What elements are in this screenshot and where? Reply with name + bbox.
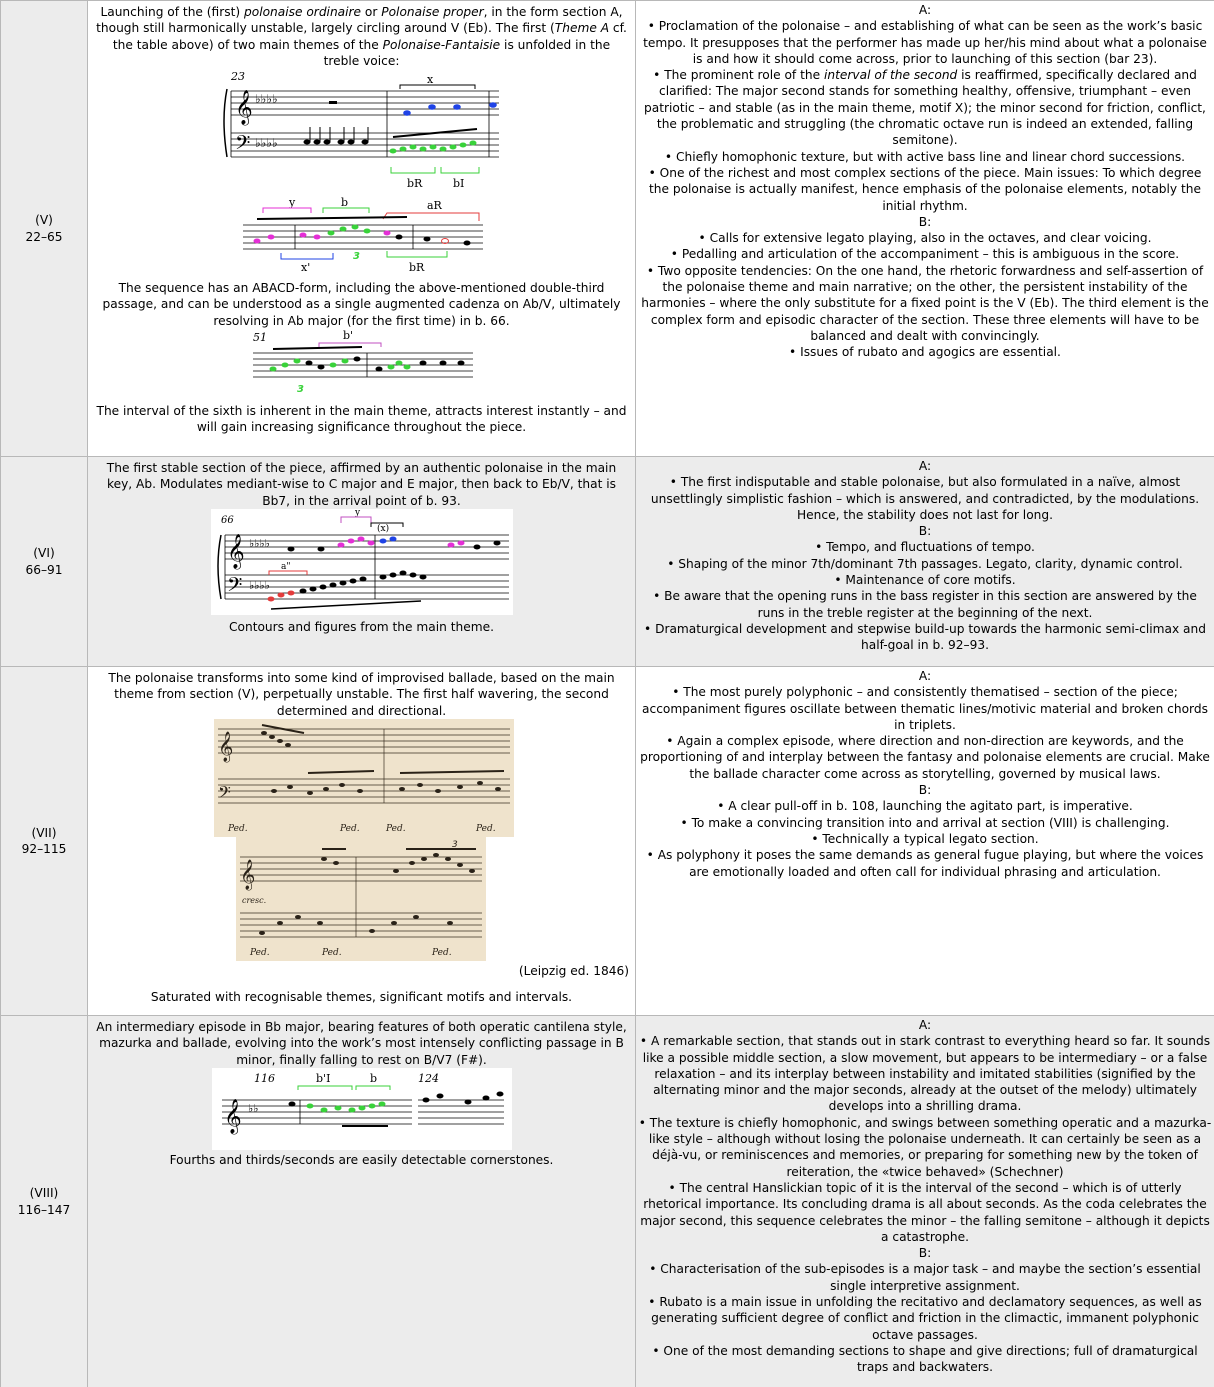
section-cell <box>1 1 88 457</box>
commentary-heading-b: B: <box>918 1246 932 1261</box>
svg-text:b': b' <box>342 329 353 343</box>
commentary-bullet: • A clear pull-off in b. 108, launching the agitato part, is imperative. <box>717 799 1133 814</box>
bar-number: 23 <box>230 70 245 84</box>
score-scan-1 <box>94 719 629 837</box>
svg-text:x': x' <box>300 261 310 275</box>
edition-caption: (Leipzig ed. 1846) <box>518 963 629 978</box>
flats-icon: ♭♭♭♭ <box>254 136 278 151</box>
flats-icon: ♭♭♭♭ <box>254 92 278 107</box>
commentary-heading-a: A: <box>918 459 932 473</box>
svg-text:Ped.: Ped. <box>228 823 248 834</box>
section-cell <box>1 1016 88 1387</box>
commentary-bullet: • Be aware that the opening runs in the bass register in this section are answered by the runs in the treble register at the beginning of the next. <box>653 589 1197 620</box>
commentary-bullet: • The texture is chiefly homophonic, and swings between something operatic and a mazurka-like style – although without losing the polonaise underneath. It can certainly be seen as a déjà-vu, or reminiscences and memories, or preparing for something new by the token of reiteration, the «twice behaved» (Schechner) <box>638 1115 1212 1179</box>
motif-label: x <box>426 73 433 87</box>
svg-text:y: y <box>288 197 295 210</box>
svg-text:𝄢: 𝄢 <box>218 781 231 806</box>
commentary-heading-b: B: <box>918 214 932 229</box>
svg-text:3: 3 <box>352 251 360 263</box>
commentary-bullet: • The prominent role of the interval of the second is reaffirmed, specifically declared and clarified: The major second stands for something healthy, offensive, triumphant – even patriotic – and stable (as in the main theme, motif X); the minor second for friction, conflict, the problematic and struggling (the chromatic octave run is indeed an extended, falling semitone). <box>644 68 1206 148</box>
section-description: Launching of the (first) polonaise ordinaire or Polonaise proper, in the form section A, though still harmonically unstable, largely circling around V (Eb). The first (Theme A cf. the table above) of two main themes of the Polonaise-Fantaisie is unfolded in the treble voice: <box>96 5 627 68</box>
section-cell <box>1 667 88 1016</box>
commentary-bullet: • To make a convincing transition into and arrival at section (VIII) is challenging. <box>680 815 1170 830</box>
commentary-heading-a: A: <box>918 3 932 17</box>
row-section-viii <box>1 1016 1214 1387</box>
section-bars: 22–65 <box>25 229 63 244</box>
commentary-bullet: • Issues of rubato and agogics are essential. <box>789 345 1061 360</box>
section-number: (V) <box>35 213 53 228</box>
svg-text:51: 51 <box>252 331 267 345</box>
commentary-bullet: • A remarkable section, that stands out in stark contrast to everything heard so far. It sounds like a possible middle section, a slow movement, but appears to be intermediary – or a false relaxation – and its interplay between instability and imitated stabilities (signified by the alternating minor and the major seconds, already at the outset of the melody) ultimately develops into a shrilling drama. <box>639 1034 1211 1114</box>
commentary-cell <box>636 457 1214 667</box>
svg-text:y: y <box>354 508 360 518</box>
bass-clef-icon: 𝄢 <box>234 131 250 160</box>
description-cell <box>88 1 636 457</box>
score-excerpt-bar-116 <box>94 1068 629 1150</box>
svg-text:Ped.: Ped. <box>432 947 452 958</box>
commentary-heading-a: A: <box>918 1018 932 1032</box>
section-number: (VI) <box>33 546 55 561</box>
svg-text:aR: aR <box>426 199 442 213</box>
svg-text:Ped.: Ped. <box>322 947 342 958</box>
svg-text:a": a" <box>280 561 291 572</box>
commentary-bullet: • One of the most demanding sections to shape and give directions; full of dramaturgical traps and backwaters. <box>652 1343 1198 1375</box>
commentary-bullet: • Maintenance of core motifs. <box>834 573 1016 588</box>
section-cell <box>1 457 88 667</box>
commentary-bullet: • As polyphony it poses the same demands as general fugue playing, but where the voices are emotionally loaded and often call for individual phrasing and articulation. <box>646 848 1204 879</box>
description-cell <box>88 457 636 667</box>
commentary-heading-b: B: <box>918 783 932 798</box>
commentary-bullet: • Again a complex episode, where direction and non-direction are keywords, and the proportioning of and interplay between the fantasy and polonaise elements are crucial. Make the ballade character come across as storytelling, governed by musical laws. <box>640 734 1210 781</box>
svg-text:b: b <box>369 1071 377 1085</box>
commentary-cell <box>636 1016 1214 1387</box>
section-number: (VII) <box>31 825 57 840</box>
svg-text:Ped.: Ped. <box>386 823 406 834</box>
svg-text:♭♭♭♭: ♭♭♭♭ <box>248 578 270 592</box>
description-cell <box>88 1016 636 1387</box>
brace-icon <box>224 89 227 157</box>
score-scan-2 <box>94 837 629 961</box>
svg-text:cresc.: cresc. <box>242 895 267 905</box>
svg-text:♭♭: ♭♭ <box>247 1101 258 1115</box>
motif-label: bI <box>452 177 464 191</box>
rest-icon <box>329 101 337 104</box>
svg-text:𝄞: 𝄞 <box>218 731 234 762</box>
section-bars: 92–115 <box>21 842 67 856</box>
section-bars: 116–147 <box>17 1202 71 1217</box>
commentary-heading-a: A: <box>918 669 932 683</box>
svg-text:𝄞: 𝄞 <box>223 1098 242 1134</box>
commentary-bullet: • Characterisation of the sub-episodes is a major task – and maybe the section’s essential single interpretive assignment. <box>649 1262 1201 1293</box>
motif-label: bR <box>406 177 422 191</box>
section-footer-note: Contours and figures from the main theme. <box>229 619 494 634</box>
svg-text:3: 3 <box>296 384 304 396</box>
svg-text:bR: bR <box>408 261 424 275</box>
commentary-bullet: • Two opposite tendencies: On the one hand, the rhetoric forwardness and self-assertion of the polonaise theme and main narrative; on the other, the persistent instability of the harmonies – where the only substitute for a fixed point is the V (Eb). The third element is the complex form and episodic character of the section. These three elements will have to be balanced and dealt with convincingly. <box>641 263 1209 343</box>
commentary-bullet: • Chiefly homophonic texture, but with active bass line and linear chord successions. <box>664 149 1186 164</box>
section-footer-note: Fourths and thirds/seconds are easily detectable cornerstones. <box>169 1152 554 1167</box>
description-cell <box>88 667 636 1016</box>
score-excerpt-bar-51 <box>94 329 629 397</box>
commentary-bullet: • Rubato is a main issue in unfolding the recitativo and declamatory sequences, as well as generating sufficient degree of conflict and friction in the climactic, immanent polyphonic octave passages. <box>648 1295 1202 1342</box>
section-bars: 66–91 <box>25 562 63 577</box>
commentary-bullet: • Dramaturgical development and stepwise build-up towards the harmonic semi-climax and half-goal in b. 92–93. <box>644 621 1206 653</box>
section-description: The first stable section of the piece, affirmed by an authentic polonaise in the main key, Ab. Modulates mediant-wise to C major and E major, then back to Eb/V, that is Bb7, in the arrival point of b. 93. <box>106 461 617 508</box>
svg-text:b'I: b'I <box>315 1071 330 1085</box>
commentary-bullet: • One of the richest and most complex sections of the piece. Main issues: To which degree the polonaise is actually manifest, hence emphasis of the polonaise elements, notably the initial rhythm. <box>648 165 1202 213</box>
commentary-cell <box>636 1 1214 457</box>
treble-clef-icon: 𝄞 <box>234 90 253 126</box>
commentary-bullet: • Tempo, and fluctuations of tempo. <box>815 540 1035 555</box>
commentary-bullet: • Technically a typical legato section. <box>811 831 1039 846</box>
section-footer-note: The interval of the sixth is inherent in the main theme, attracts interest instantly – and will gain increasing significance throughout the piece. <box>96 404 627 435</box>
commentary-bullet: • Proclamation of the polonaise – and establishing of what can be seen as the work’s basic tempo. It presupposes that the performer has made up her/his mind about what a polonaise is and how it should come across, prior to launching of this section (bar 23). <box>643 19 1207 66</box>
svg-text:116: 116 <box>253 1071 275 1085</box>
svg-text:𝄢: 𝄢 <box>226 572 242 601</box>
score-excerpt-bar-66 <box>94 509 629 615</box>
svg-text:♭♭♭♭: ♭♭♭♭ <box>248 536 270 550</box>
commentary-bullet: • Calls for extensive legato playing, also in the octaves, and clear voicing. <box>698 231 1152 246</box>
svg-text:3: 3 <box>452 839 458 850</box>
row-section-vi <box>1 457 1214 667</box>
section-description-2: The sequence has an ABACD-form, including the above-mentioned double-third passage, and can be understood as a single augmented cadenza on Ab/V, ultimately resolving in Ab major (for the first time) in b. 66. <box>102 281 621 328</box>
row-section-vii <box>1 667 1214 1016</box>
commentary-bullet: • Pedalling and articulation of the accompaniment – this is ambiguous in the score. <box>670 247 1180 262</box>
svg-text:(x): (x) <box>376 523 389 534</box>
svg-text:124: 124 <box>417 1071 439 1085</box>
green-notes <box>389 141 476 154</box>
section-description: The polonaise transforms into some kind of improvised ballade, based on the main theme from section (V), perpetually unstable. The first half wavering, the second determined and directional. <box>108 671 615 718</box>
svg-text:b: b <box>340 197 348 210</box>
svg-text:Ped.: Ped. <box>250 947 270 958</box>
commentary-bullet: • The most purely polyphonic – and consistently thematised – section of the piece; accompaniment figures oscillate between thematic lines/motivic material and broken chords in triplets. <box>642 685 1208 732</box>
score-excerpt-bar-23 <box>94 69 629 197</box>
svg-text:𝄞: 𝄞 <box>240 859 256 890</box>
section-footer-note: Saturated with recognisable themes, significant motifs and intervals. <box>150 990 573 1005</box>
commentary-bullet: • The first indisputable and stable polonaise, but also formulated in a naïve, almost unsettlingly simplistic fashion – which is answered, and contradicted, by the modulations. Hence, the stability does not last for long. <box>650 475 1200 522</box>
commentary-heading-b: B: <box>918 524 932 539</box>
score-excerpt-motifs <box>94 197 629 277</box>
commentary-bullet: • Shaping of the minor 7th/dominant 7th passages. Legato, clarity, dynamic control. <box>667 556 1183 571</box>
section-number: (VIII) <box>29 1186 59 1201</box>
svg-text:66: 66 <box>220 514 234 526</box>
svg-text:𝄞: 𝄞 <box>226 533 245 569</box>
section-description: An intermediary episode in Bb major, bearing features of both operatic cantilena style, mazurka and ballade, evolving into the work’s most intensely conflicting passage in B minor, finally falling to rest on B/V7 (F#). <box>96 1020 627 1067</box>
svg-text:Ped.: Ped. <box>340 823 360 834</box>
svg-text:Ped.: Ped. <box>476 823 496 834</box>
commentary-cell <box>636 667 1214 1016</box>
row-section-v <box>1 1 1214 457</box>
commentary-bullet: • The central Hanslickian topic of it is the interval of the second – which is of utterly rhetorical importance. Its concluding drama is all about seconds. As the coda celebrates the major second, this sequence celebrates the minor – the falling semitone – although it depicts a catastrophe. <box>640 1180 1210 1244</box>
